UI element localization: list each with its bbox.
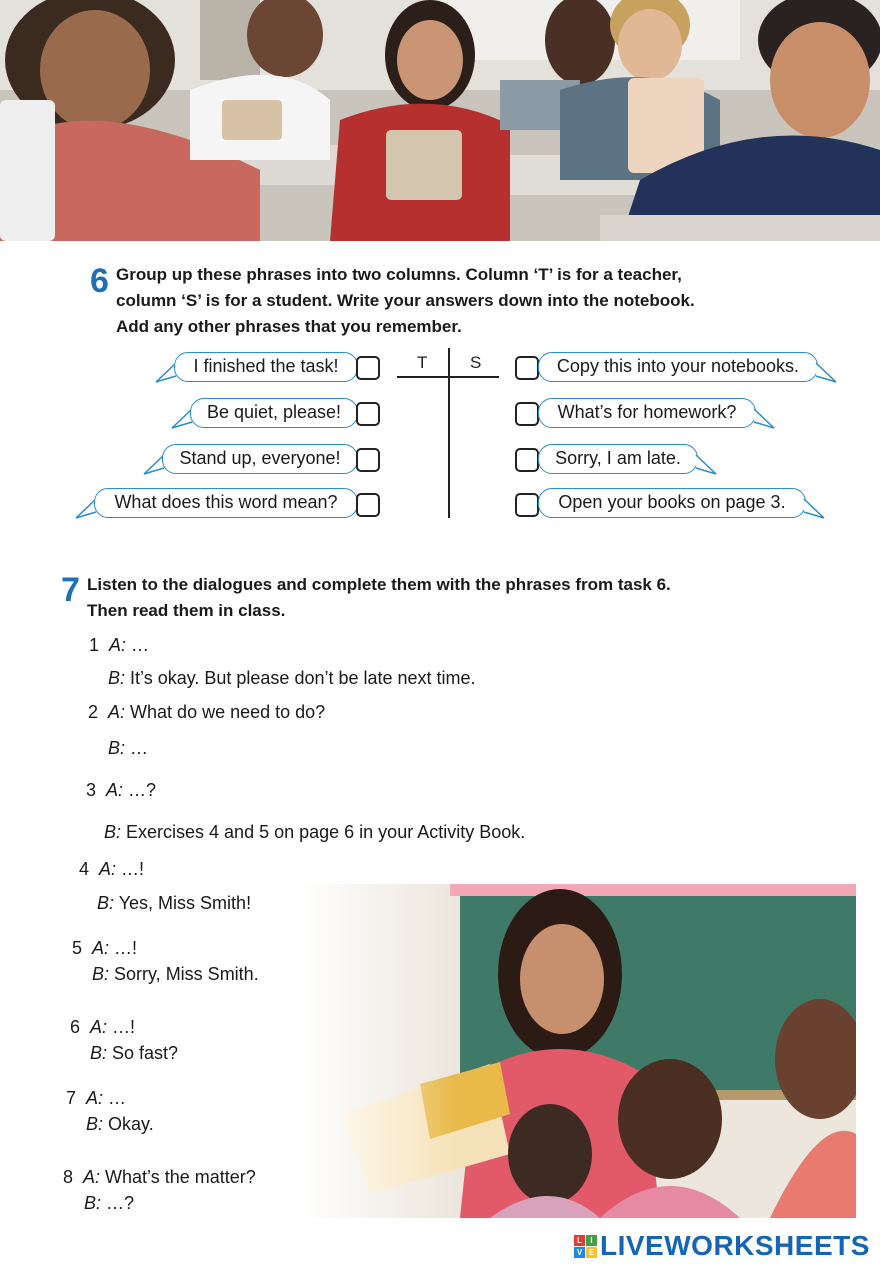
phrase-bubble-left-3: Stand up, everyone! [162,444,358,474]
phrase-bubble-right-3: Sorry, I am late. [538,444,698,474]
teacher-reading-photo [300,884,856,1218]
dialogue-7-b [86,1112,154,1136]
phrase-bubble-left-2: Be quiet, please! [190,398,358,428]
speaker-a: A: [86,1088,104,1108]
line-text: What’s the matter? [100,1167,256,1187]
line-text: … [126,635,150,655]
task-7-instruction [87,572,671,624]
speaker-b: B: [86,1114,104,1134]
line-text: …! [109,938,138,958]
dialogue-4-a [79,857,144,881]
line-text: …? [123,780,157,800]
bubble-tail [752,408,776,430]
speaker-a: A: [83,1167,101,1187]
dialogue-3-b [104,820,525,844]
speaker-a: A: [106,780,124,800]
phrase-bubble-right-1: Copy this into your notebooks. [538,352,818,382]
dialogue-number: 4 [79,859,90,879]
speaker-a: A: [109,635,127,655]
phrase-bubble-left-4: What does this word mean? [94,488,358,518]
line-text: … [103,1088,127,1108]
task-6-number: 6 [90,262,109,300]
dialogue-5-b [92,962,259,986]
phrase-checkbox-left-1[interactable] [356,356,380,380]
dialogue-3-a [86,778,156,802]
task-6-instruction-line-3: Add any other phrases that you remember. [116,317,462,336]
speaker-a: A: [90,1017,108,1037]
task-6-instruction-line-2: column ‘S’ is for a student. Write your answers down into the notebook. [116,291,695,310]
speaker-b: B: [108,738,126,758]
line-text: …! [116,859,145,879]
phrase-checkbox-right-4[interactable] [515,493,539,517]
task-7-instruction-line-2: Then read them in class. [87,601,286,620]
line-text: …? [101,1193,135,1213]
speaker-b: B: [84,1193,102,1213]
dialogue-6-b [90,1041,178,1065]
column-t-label: T [417,353,428,372]
line-text: So fast? [107,1043,179,1063]
phrase-checkbox-right-3[interactable] [515,448,539,472]
task-6-instruction [116,262,695,340]
dialogue-1-a [89,633,149,657]
line-text: Exercises 4 and 5 on page 6 in your Activity Book. [121,822,526,842]
dialogue-number: 5 [72,938,83,958]
dialogue-2-b [108,736,148,760]
line-text: Yes, Miss Smith! [114,893,252,913]
bubble-tail [694,454,718,476]
dialogue-4-b [97,891,251,915]
dialogue-7-a [66,1086,126,1110]
dialogue-number: 2 [88,702,99,722]
task-6-instruction-line-1: Group up these phrases into two columns. Column ‘T’ is for a teacher, [116,265,682,284]
dialogue-5-a [72,936,137,960]
phrase-bubble-right-4: Open your books on page 3. [538,488,806,518]
dialogue-number: 8 [63,1167,74,1187]
speaker-a: A: [92,938,110,958]
phrase-checkbox-right-1[interactable] [515,356,539,380]
phrase-checkbox-left-3[interactable] [356,448,380,472]
speaker-b: B: [104,822,122,842]
line-text: It’s okay. But please don’t be late next time. [125,668,476,688]
phrase-checkbox-left-2[interactable] [356,402,380,426]
speaker-b: B: [92,964,110,984]
line-text: …! [107,1017,136,1037]
dialogue-number: 6 [70,1017,81,1037]
dialogue-6-a [70,1015,135,1039]
dialogue-8-b [84,1191,134,1215]
speaker-a: A: [99,859,117,879]
phrase-bubble-left-1: I finished the task! [174,352,358,382]
line-text: What do we need to do? [125,702,326,722]
logo-text: LIVEWORKSHEETS [600,1230,870,1261]
task-7-instruction-line-1: Listen to the dialogues and complete them with the phrases from task 6. [87,575,671,594]
liveworksheets-logo[interactable] [574,1229,870,1263]
speaker-b: B: [108,668,126,688]
dialogue-8-a [63,1165,256,1189]
line-text: … [125,738,149,758]
phrase-checkbox-right-2[interactable] [515,402,539,426]
dialogue-number: 3 [86,780,97,800]
phrase-bubble-right-2: What’s for homework? [538,398,756,428]
logo-mark-icon: L I V E [574,1235,597,1258]
speaker-b: B: [97,893,115,913]
speaker-a: A: [108,702,126,722]
dialogue-number: 7 [66,1088,77,1108]
dialogue-number: 1 [89,635,100,655]
dialogue-2-a [88,700,325,724]
line-text: Okay. [103,1114,154,1134]
task-7-number: 7 [61,571,80,609]
bubble-tail [814,362,838,384]
column-s-label: S [470,353,482,372]
line-text: Sorry, Miss Smith. [109,964,259,984]
dialogue-1-b [108,666,476,690]
phrase-checkbox-left-4[interactable] [356,493,380,517]
bubble-tail [802,498,826,520]
table-vertical-line [448,348,450,518]
speaker-b: B: [90,1043,108,1063]
classroom-photo [0,0,880,241]
